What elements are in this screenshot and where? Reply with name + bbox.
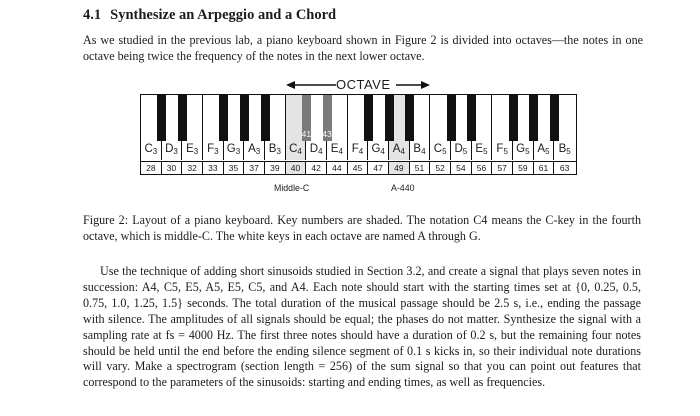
white-key-label: $B_3$ [268, 143, 281, 156]
section-heading [83, 7, 336, 24]
black-key-number: 41 [301, 129, 312, 139]
black-key [157, 95, 166, 141]
key-number-cell: 40 [286, 162, 307, 174]
key-number-cell: 30 [162, 162, 183, 174]
white-key-label: $E_4$ [330, 143, 343, 156]
white-key-label: $G_3$ [226, 143, 241, 156]
black-key [467, 95, 476, 141]
a440-label: A-440 [391, 183, 415, 193]
black-key [178, 95, 187, 141]
white-key-label: $C_4$ [289, 143, 302, 156]
figure-caption [83, 213, 641, 245]
key-number-cell: 45 [348, 162, 369, 174]
intro-paragraph: As we studied in the previous lab, a piano keyboard shown in Figure 2 is divided into octaves—the notes in one octave being twice the frequency of the notes in the next lower octave. [83, 33, 643, 63]
key-number-cell: 54 [451, 162, 472, 174]
white-key-label: $D_3$ [165, 143, 178, 156]
caption-text: Layout of a piano keyboard. Key numbers are shaded. The notation C4 means the C-key in the fourth octave, which is middle-C. The white keys in each octave are named A through G. [83, 213, 641, 243]
middle-c-label: Middle-C [274, 183, 310, 193]
key-number-cell: 47 [368, 162, 389, 174]
task-paragraph: Use the technique of adding short sinusoids studied in Section 3.2, and create a signal that plays seven notes in succession: A4, C5, E5, A5, E5, C5, and A4. Each note should start with the starting times set at {0, 0.25, 0.5, 0.75, 1.0, 1.25, 1.5} seconds. The total duration of the musical passage should be 2.5 s, i.e., ending the passage with silence. The amplitudes of all signals should be equal; the phases do not matter. Synthesize the signal with a sampling rate at fs = 4000 Hz. The first three notes should have a duration of 0.2 s, but the remaining four notes should be held until the end before the ending silence segment of 0.1 s kicks in, so their individual note durations will vary. Make a spectrogram (section length = 256) of the sum signal so that you can point out features that correspond to the parameters of the sinusoids: starting and ending times, as well as frequencies. [83, 264, 641, 390]
caption-prefix: Figure 2: [83, 213, 129, 227]
white-key-label: $A_3$ [248, 143, 261, 156]
white-key-label: $F_5$ [496, 143, 508, 156]
keyboard-keys [140, 94, 577, 162]
white-key-label: $B_5$ [558, 143, 571, 156]
white-key-label: $D_5$ [454, 143, 468, 156]
key-number-cell: 37 [244, 162, 265, 174]
key-number-cell: 28 [141, 162, 162, 174]
white-key-label: $C_3$ [144, 143, 158, 156]
black-key [364, 95, 373, 141]
key-number-cell: 57 [492, 162, 513, 174]
key-number-cell: 49 [389, 162, 410, 174]
black-key [529, 95, 538, 141]
key-number-row [140, 161, 577, 175]
key-number-cell: 63 [559, 163, 570, 173]
black-key [550, 95, 559, 141]
black-key [385, 95, 394, 141]
key-number-cell: 35 [224, 162, 245, 174]
white-key-label: $A_4$ [392, 143, 405, 156]
black-key [405, 95, 414, 141]
section-number: 4.1 [83, 7, 102, 23]
white-key-label: $F_4$ [351, 143, 364, 156]
key-number-cell: 32 [182, 162, 203, 174]
black-key [261, 95, 270, 141]
black-key [302, 95, 311, 141]
key-number-cell: 61 [534, 162, 555, 174]
white-key-label: $G_4$ [371, 143, 385, 156]
black-key-number: 43 [322, 129, 332, 139]
octave-right-arrow-icon [394, 77, 430, 93]
key-number-cell: 51 [410, 162, 431, 174]
white-key-label: $E_3$ [186, 143, 199, 156]
white-key-label: $E_5$ [475, 143, 488, 156]
white-key-label: $F_3$ [207, 143, 219, 156]
section-title: Synthesize an Arpeggio and a Chord [110, 7, 337, 23]
key-number-cell: 39 [265, 162, 286, 174]
key-number-cell: 52 [430, 162, 451, 174]
key-number-cell: 33 [203, 162, 224, 174]
black-key [240, 95, 249, 141]
black-key [219, 95, 228, 141]
piano-keyboard-figure [140, 77, 580, 201]
black-key [509, 95, 518, 141]
white-key-label: $D_4$ [309, 143, 323, 156]
black-key [323, 95, 332, 141]
white-key-label: $G_5$ [516, 143, 530, 156]
black-key [447, 95, 456, 141]
octave-label: OCTAVE [336, 77, 391, 92]
key-number-cell: 44 [327, 162, 348, 174]
key-number-cell: 56 [472, 162, 493, 174]
white-key-label: $A_5$ [537, 143, 550, 156]
key-number-cell: 42 [306, 162, 327, 174]
key-number-cell: 59 [513, 162, 534, 174]
white-key-label: $C_5$ [433, 143, 447, 156]
white-key-label: $B_4$ [413, 143, 426, 156]
